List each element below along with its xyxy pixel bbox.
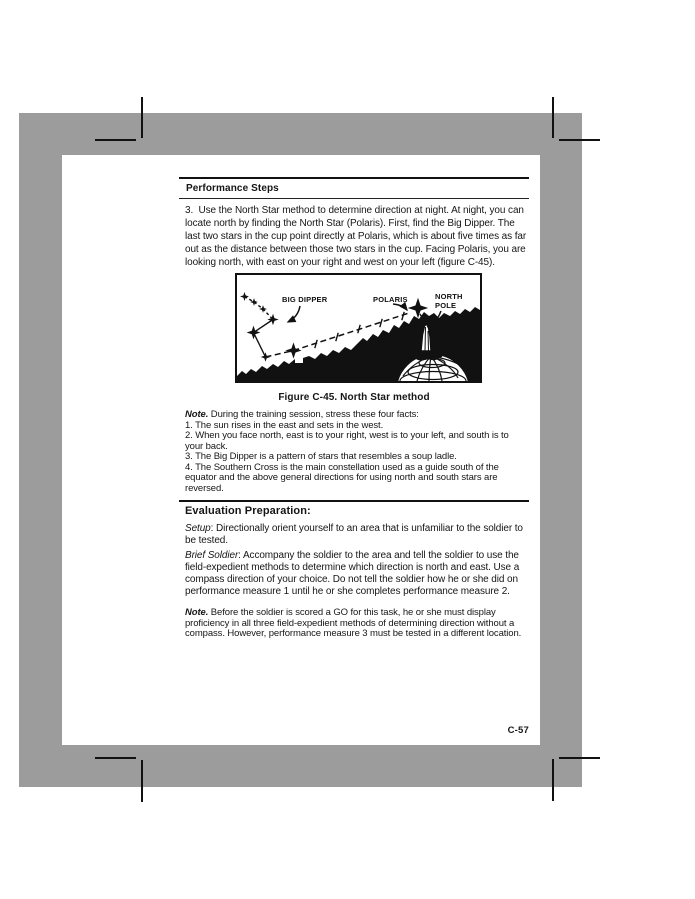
page-number: C-57 (507, 725, 529, 736)
header-rule-bottom (179, 198, 529, 199)
crop-mark-bottom-right-vertical (552, 759, 554, 801)
north-pole-label-line1: NORTH (435, 292, 463, 301)
big-dipper-arrow (288, 306, 300, 322)
training-note-lead (185, 410, 529, 421)
polaris-arrow (393, 304, 407, 310)
figure-c45 (235, 273, 482, 383)
figure-c45-box (235, 273, 482, 383)
crop-mark-bottom-left-vertical (141, 760, 143, 802)
note-fact-4: 4. The Southern Cross is the main constellation used as a guide south of the equator and the above general directions for using north and south stars are reversed. (185, 461, 502, 494)
crop-mark-top-left-vertical (141, 97, 143, 138)
note-lead-text: During the training session, stress these four facts: (208, 409, 419, 420)
crop-mark-bottom-right-horizontal (559, 757, 600, 759)
note-fact-2: 2. When you face north, east is to your right, west is to your left, and south is to your back. (185, 430, 512, 452)
crop-mark-top-right-vertical (552, 97, 554, 138)
brief-soldier-text: : Accompany the soldier to the area and tell the soldier to use the field-expedient methods to determine which direction is north and east. Use a compass direction of your choice. Do not tell the soldier how he or she did on performance measure 1 until he or she completes performance measure 2. (185, 550, 522, 597)
dipper-handle-line (245, 297, 274, 320)
crop-mark-top-left-horizontal (95, 139, 136, 141)
brief-soldier-paragraph (179, 550, 529, 598)
crop-mark-bottom-left-horizontal (95, 757, 136, 759)
north-pole-label-line2: POLE (435, 301, 457, 310)
brief-soldier-label: Brief Soldier (185, 550, 239, 561)
document-sheet (62, 155, 540, 745)
dipper-bowl-line (254, 320, 274, 358)
setup-paragraph (179, 523, 529, 547)
setup-text: : Directionally orient yourself to an area that is unfamiliar to the soldier to be tested. (185, 523, 526, 546)
note-fact-3: 3. The Big Dipper is a pattern of stars that resembles a soup ladle. (185, 451, 457, 462)
training-note (179, 410, 529, 494)
north-star-illustration (237, 275, 480, 381)
note-label: Note. (185, 409, 209, 420)
scoring-note-label: Note. (185, 607, 209, 618)
crop-mark-top-right-horizontal (559, 139, 600, 141)
scoring-note-text: Before the soldier is scored a GO for this task, he or she must display proficiency in all three field-expedient methods of determining direction without a compass. However, performance measure 3 must be tested in a different location. (185, 607, 522, 639)
performance-steps-header: Performance Steps (186, 183, 279, 194)
evaluation-section-rule (179, 500, 529, 502)
setup-label: Setup (185, 523, 211, 534)
figure-caption: Figure C-45. North Star method (278, 392, 430, 403)
scoring-note (179, 608, 529, 640)
big-dipper-label: BIG DIPPER (282, 295, 328, 304)
polaris-label: POLARIS (373, 295, 408, 304)
page-content (179, 177, 529, 736)
evaluation-preparation-header: Evaluation Preparation: (185, 505, 311, 517)
step3-paragraph: 3. Use the North Star method to determine direction at night. At night, you can locate north by finding the North Star (Polaris). First, find the Big Dipper. The last two stars in the cup point directly at Polaris, which is about five times as far out as the distance between those two stars in the cup. Facing Polaris, you are looking north, with east on your right and west on your left (figure C-45). (185, 205, 529, 268)
note-fact-1: 1. The sun rises in the east and sets in the west. (185, 419, 384, 431)
